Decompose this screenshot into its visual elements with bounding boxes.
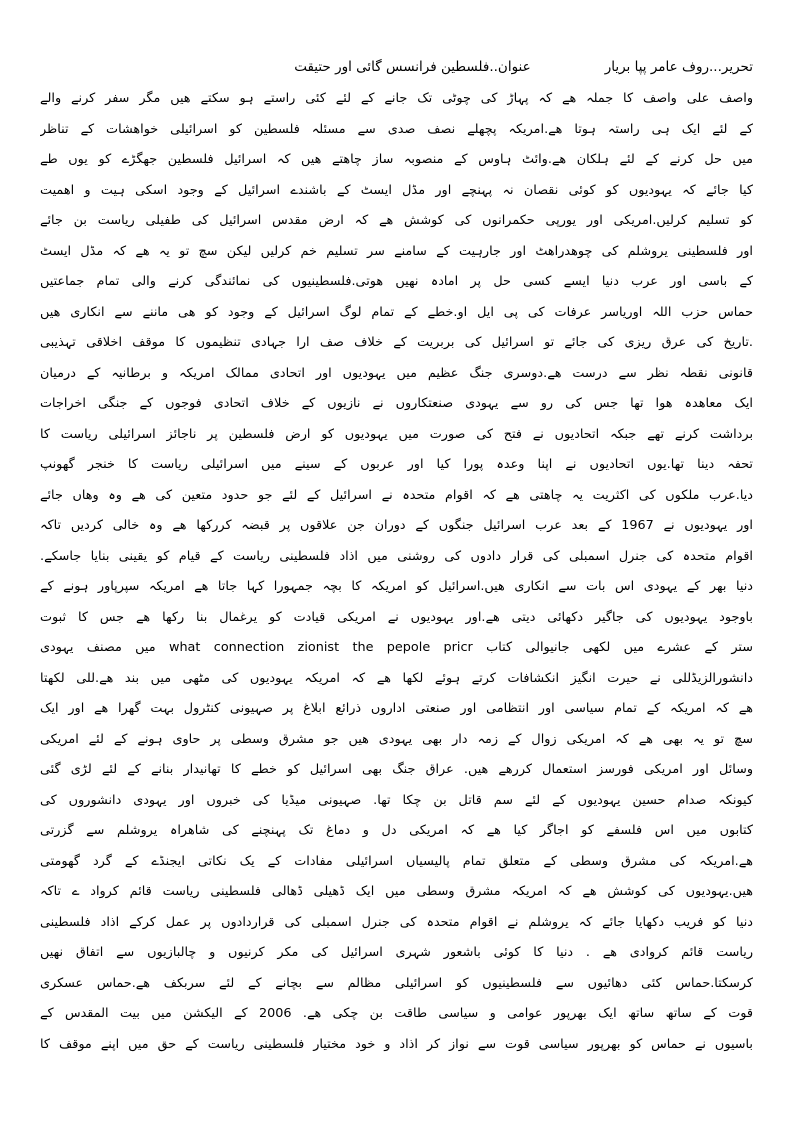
text-line: ھیں.یہودیوں کی کوشش ھے کہ امریکہ مشرق وسطی میں ایک ڈھیلی ڈھالی فلسطینی ریاست قائم کرواد ے تاکہ xyxy=(40,884,753,899)
text-line: کیونکہ صدام حسین یہودیوں کے لئے سم قاتل بن چکا تھا. صہیونی میڈیا کی خبروں اور یہودی دانشوروں کی xyxy=(40,792,753,808)
text-line: قوت کے ساتھ ساتھ ایک بھرپور عوامی و سیاسی طاقت بن چکی ھے. 2006 کے الیکشن میں بیت المقدس کے xyxy=(40,1006,753,1021)
text-line: دیا.عرب ملکوں کی اکثریت یہ چاھتی ھے کہ اقوام متحدہ نے اسرائیل کے لئے جو حدود متعین کی ھے وہ وھاں جائے xyxy=(40,487,753,503)
article-title: عنوان..فلسطین فرانسس گائی اور حتیقت xyxy=(294,59,531,75)
text-line: دنیا بھر کے یہودی اس بات سے انکاری ھیں.اسرائیل کو امریکہ کا بچہ جمہورا کہا جاتا ھے امریکہ سپرپاور ہونے کے xyxy=(40,579,753,594)
author-line: تحریر...روف عامر پپا بریار xyxy=(604,59,753,75)
text-line: برداشت کرنے تھے جبکہ اتحادیوں نے فتح کی صورت میں یہودیوں کو ارض فلسطین پر ناجائز اسرائیلی ریاست کا xyxy=(40,426,753,442)
text-line: واصف علی واصف کا جملہ ھے کہ پہاڑ کی چوٹی تک جانے کے لئے کئی راستے ہو سکتے ھیں مگر سفر کرنے والے xyxy=(40,91,753,106)
text-line: کرسکتا.حماس کئی دھائیوں سے فلسطینیوں کو اسرائیلی مظالم سے بچانے کے لئے سربکف ھے.حماس عسکری xyxy=(40,975,753,991)
text-line: .تاریخ کی عرق ریزی کی جائے تو اسرائیل کی بربریت کے خلاف صف ارا جہادی تنظیموں کا موقف اخلاقی تہذیبی xyxy=(40,335,753,350)
text-line: باوجود یہودیوں کی جاگیر دکھائی دیتی ھے.اور یہودیوں نے امریکی قیادت کو یرغمال بنا رکھا ھے جس کا ثبوت xyxy=(40,609,753,625)
text-line: باسیوں نے حماس کو بھرپور سیاسی قوت سے نواز کر اذاد و خود مختیار فلسطینی ریاست کے حق میں اپنے موقف کا xyxy=(40,1036,753,1052)
document-header xyxy=(258,54,753,80)
text-line: ستر کے عشرے میں لکھی جانیوالی کتاب what connection zionist the pepole pricr میں مصنف یہودی xyxy=(40,640,753,655)
text-line: قانونی نقطہ نظر سے درست ھے.دوسری جنگ عظیم میں یہودیوں اور اتحادی ممالک امریکہ و برطانیہ کے درمیان xyxy=(40,365,753,381)
text-line: کیا جائے کہ یہودیوں کو کوئی نقصان نہ پہنچے اور مڈل ایسٹ کے باشندے اسرائیل کے وجود اسکی ہیت و اھمیت xyxy=(40,182,753,198)
text-line: اور فلسطینی یروشلم کی چوھدراھٹ اور جارہیت کے سامنے سر تسلیم خم کرلیں لیکن سچ تو یہ ھے کہ مڈل ایسٹ xyxy=(40,243,753,259)
text-line: کے باسی اور عرب دنیا ایسے کسی حل پر امادہ نھیں ھوتی.فلسطینیوں کی نمائندگی کرنے والی تمام جماعتیں xyxy=(40,274,753,289)
text-line: ریاست قائم کروادی ھے . دنیا کا کوئی باشعور شہری اسرائیل کی مکر کرنیوں و چالبازیوں سے اتفاق نھیں xyxy=(40,945,753,960)
text-line: کتابوں میں اس فلسفے کو اجاگر کیا ھے کہ امریکی دل و دماغ تک پہنچنے کی شاھراہ یروشلم سے گزرتی xyxy=(40,823,753,838)
text-line: کے لئے ایک ہی راستہ ہوتا ھے.امریکہ پچھلے نصف صدی سے مسئلہ فلسطین کو اسرائیلی خواھشات کے تناظر xyxy=(40,121,753,137)
text-line: ایک معاھدہ ھوا تھا جس کی رو سے یہودی صنعتکاروں نے نازیوں کے خلاف اتحادی فوجوں کے جنگی اخراجات xyxy=(40,396,753,411)
text-line: دانشورالزیڈللی نے حیرت انگیز انکشافات کرتے ہوئے لکھا ھے کہ امریکہ یہودیوں کی مٹھی میں بند ھے.للی لکھتا xyxy=(40,670,753,686)
text-line: ھے کہ امریکہ کے تمام سیاسی اور انتظامی اور صنعتی اداروں ذرائع ابلاغ پر صہیونی کنٹرول بہت گھرا ھے اور ایک xyxy=(40,701,753,716)
text-line: سچ تو یہ بھی ھے کہ امریکی زوال کے زمہ دار بھی یہودی ھیں جو مشرق وسطی پر حاوی ہونے کے لئے امریکی xyxy=(40,731,753,747)
text-line: اور یہودیوں نے 1967 کے بعد عرب اسرائیل جنگوں کے دوران جن علاقوں پر قبضہ کررکھا ھے وہ خالی کردیں تاکہ xyxy=(40,518,753,533)
article-body xyxy=(40,84,753,1060)
text-line: اقوام متحدہ کی جنرل اسمبلی کی قرار دادوں کی روشنی میں اذاد فلسطینی ریاست کے قیام کو یقینی بنایا جاسکے. xyxy=(40,548,753,564)
text-line: ھے.امریکہ کی مشرق وسطی کے متعلق تمام پالیسیاں اسرائیلی مفادات کے یک نکاتی ایجنڈے کے گرد گھومتی xyxy=(40,853,753,869)
text-line: کو تسلیم کرلیں.امریکی اور یورپی حکمرانوں کی کوشش ھے کہ ارض مقدس اسرائیل کی طفیلی ریاست بن جائے xyxy=(40,213,753,228)
text-line: دنیا کو فریب دکھایا جائے کہ یروشلم نے اقوام متحدہ کی جنرل اسمبلی کی قراردادوں پر عمل کرکے اذاد فلسطینی xyxy=(40,914,753,930)
text-line: حماس حزب اللہ اوریاسر عرفات کی پی ایل او.خطے کے تمام لوگ اسرائیل کے وجود کو ھی ماننے سے انکاری ھیں xyxy=(40,304,753,320)
text-line: تحفہ دینا تھا.یوں اتحادیوں نے اپنا وعدہ پورا کیا اور عربوں کے سینے میں اسرائیلی ریاست کا خنجر گھونپ xyxy=(40,457,753,472)
text-line: وسائل اور امریکی فورسز استعمال کررھے ھیں. عراق جنگ بھی اسرائیل کو خطے کا تھانیدار بنانے کے لئے لڑی گئی xyxy=(40,762,753,777)
text-line: میں حل کرنے کے لئے ہلکان ھے.وائٹ ہاوس کے منصوبہ ساز چاھتے ھیں کہ اسرائیل فلسطین جھگڑے کو یوں طے xyxy=(40,152,753,167)
